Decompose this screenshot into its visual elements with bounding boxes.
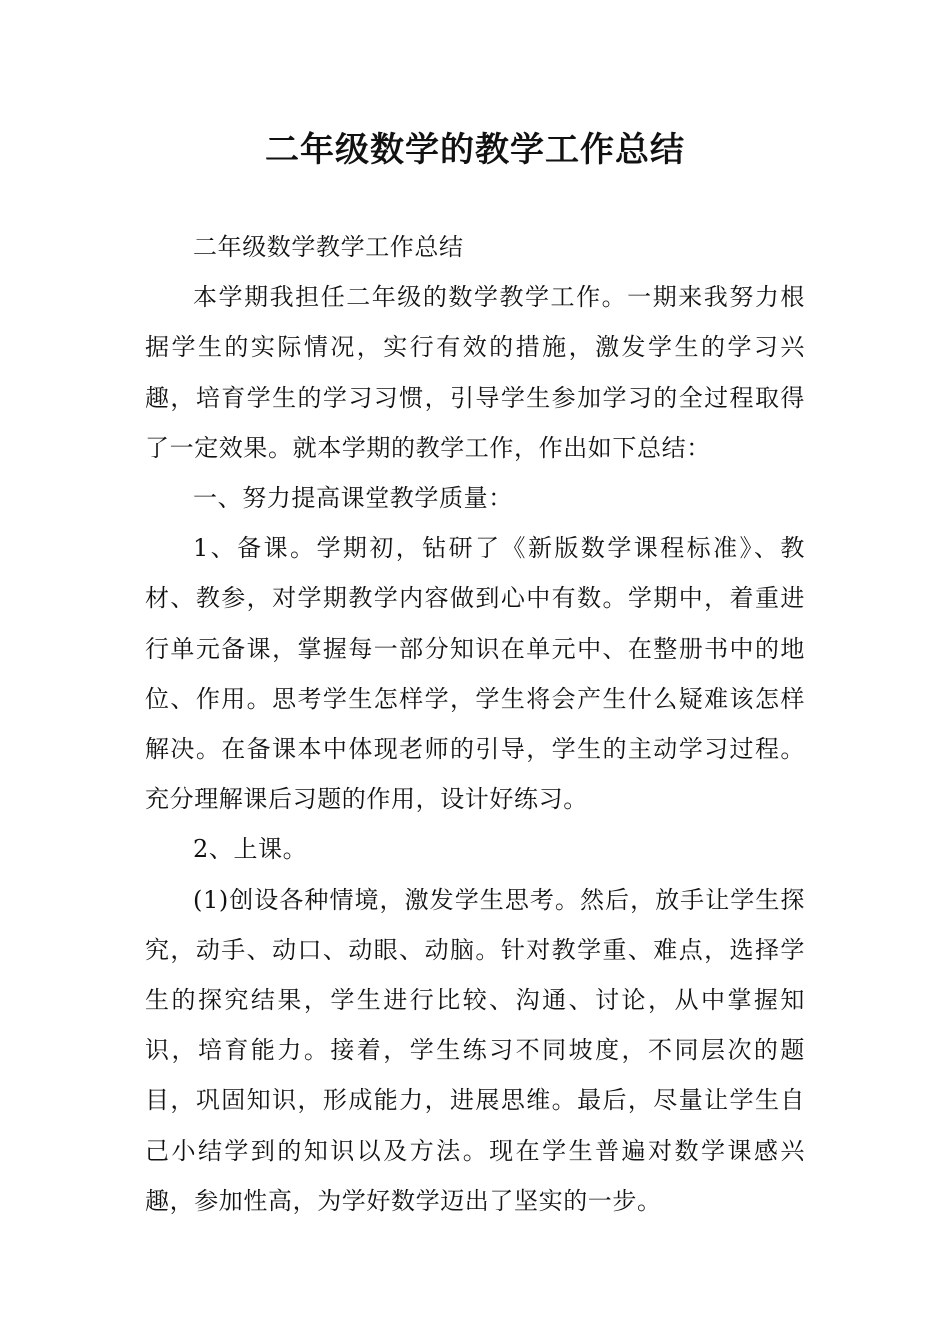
document-title: 二年级数学的教学工作总结: [265, 130, 685, 170]
paragraph-teaching-heading: 2、上课。: [193, 835, 308, 864]
section-heading: 一、努力提高课堂教学质量：: [193, 484, 513, 513]
paragraph-intro: 本学期我担任二年级的数学教学工作。一期来我努力根据学生的实际情况，实行有效的措施，激发学生的学习兴趣，培育学生的学习习惯，引导学生参加学习的全过程取得了一定效果。就本学期的教学工作，作出如下总结：: [145, 283, 805, 462]
paragraph-teaching-detail: (1)创设各种情境，激发学生思考。然后，放手让学生探究，动手、动口、动眼、动脑。针对教学重、难点，选择学生的探究结果，学生进行比较、沟通、讨论，从中掌握知识，培育能力。接着，学生练习不同坡度，不同层次的题目，巩固知识，形成能力，进展思维。最后，尽量让学生自己小结学到的知识以及方法。现在学生普遍对数学课感兴趣，参加性高，为学好数学迈出了坚实的一步。: [145, 885, 805, 1215]
paragraph-subtitle: 二年级数学教学工作总结: [193, 233, 464, 261]
document-body: [145, 222, 805, 1226]
paragraph-lesson-prep: 1、备课。学期初，钻研了《新版数学课程标准》、教材、教参，对学期教学内容做到心中有数。学期中，着重进行单元备课，掌握每一部分知识在单元中、在整册书中的地位、作用。思考学生怎样学，学生将会产生什么疑难该怎样解决。在备课本中体现老师的引导，学生的主动学习过程。充分理解课后习题的作用，设计好练习。: [145, 534, 805, 814]
